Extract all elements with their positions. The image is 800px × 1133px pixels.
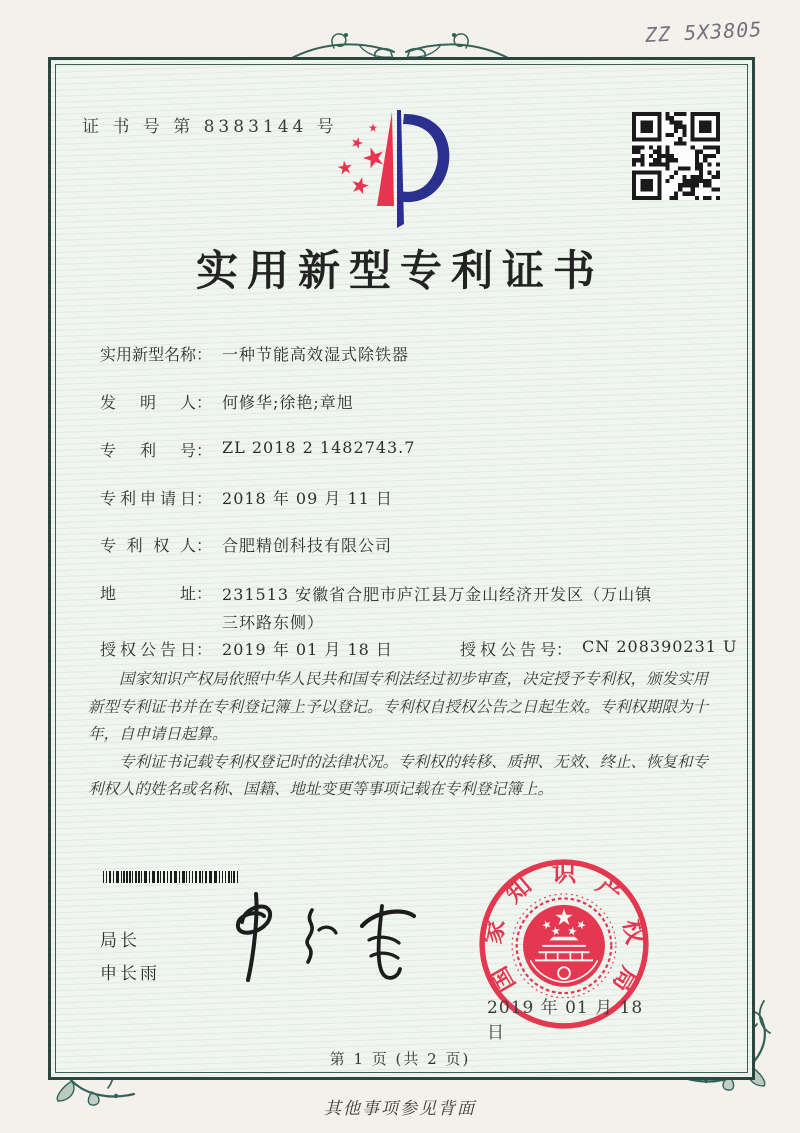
barcode-bar [109, 871, 111, 883]
barcode-bar [126, 871, 128, 883]
barcode-bar [103, 871, 104, 883]
field-row-filing-date [100, 486, 393, 509]
barcode-bar [132, 871, 133, 883]
seal-char: 权 [617, 916, 651, 947]
barcode-bar [202, 871, 203, 883]
barcode-bar [199, 871, 201, 883]
barcode-bar [135, 871, 137, 883]
field-colon: ： [196, 584, 213, 603]
field-label: 专利号 [100, 441, 196, 460]
signer-block [100, 925, 160, 991]
seal-date: 2019 年 01 月 18 日 [487, 998, 644, 1043]
barcode-bar [106, 871, 107, 883]
seal-char: 国 [483, 961, 521, 998]
field-row-patentee [100, 533, 392, 556]
barcode-bar [205, 871, 207, 883]
page-number: 第 1 页 (共 2 页) [329, 1050, 471, 1068]
barcode-bar [123, 871, 125, 883]
field-value: 231513 安徽省合肥市庐江县万金山经济开发区（万山镇三环路东侧） [222, 585, 653, 632]
field-row-patent-number [100, 438, 415, 461]
barcode-bar [144, 871, 147, 883]
seal-char: 识 [551, 858, 577, 888]
barcode-bar [170, 871, 172, 883]
field-row-grant-date [100, 637, 738, 660]
field-label: 专利权人 [100, 536, 196, 555]
field-label: 地址 [100, 584, 196, 603]
qr-code [632, 112, 720, 200]
barcode-bar [113, 871, 114, 883]
field-value: 合肥精创科技有限公司 [222, 536, 393, 555]
barcode-bar [182, 871, 185, 883]
legal-paragraph-2: 专利证书记载专利权登记时的法律状况。专利权的转移、质押、无效、终止、恢复和专利权人的姓名或名称、国籍、地址变更等事项记载在专利登记簿上。 [88, 752, 709, 798]
barcode-bar [152, 871, 155, 883]
seal-char: 产 [591, 870, 629, 909]
field-value: 一种节能高效湿式除铁器 [222, 345, 410, 364]
barcode-bar [160, 871, 161, 883]
barcode-bar [167, 871, 168, 883]
field-colon: ： [556, 640, 573, 659]
national-emblem-icon [512, 894, 616, 998]
field-colon: ： [196, 640, 213, 659]
legal-paragraph-1: 国家知识产权局依照中华人民共和国专利法经过初步审查，决定授予专利权，颁发实用新型专利证书并在专利登记簿上予以登记。专利权自授权公告之日起生效。专利权期限为十年，自申请日起算。 [88, 670, 709, 743]
seal-char: 局 [607, 961, 645, 998]
field-value: ZL 2018 2 1482743.7 [222, 438, 416, 457]
field-label: 专利申请日 [100, 489, 196, 508]
field-value: CN 208390231 U [582, 637, 738, 656]
field-value: 2018 年 09 月 11 日 [222, 489, 393, 508]
legal-text [88, 666, 712, 804]
field-label: 实用新型名称 [100, 345, 197, 364]
handwritten-annotation: ZZ 5X3805 [644, 16, 763, 48]
barcode-bar [179, 871, 180, 883]
field-row-name [100, 342, 409, 365]
field-colon: ： [196, 393, 213, 412]
field-label: 发明人 [100, 393, 196, 412]
cnipa-logo-icon [330, 106, 480, 241]
barcode-bar [129, 871, 131, 883]
seal-char: 知 [499, 870, 537, 909]
field-colon: ： [196, 345, 213, 364]
barcode-bar [121, 871, 122, 883]
barcode-bar [186, 871, 187, 883]
field-colon: ： [196, 489, 213, 508]
commissioner-signature [212, 882, 442, 994]
barcode-bar [163, 871, 165, 883]
barcode-bar [138, 871, 140, 883]
field-row-address [100, 581, 654, 637]
barcode-bar [149, 871, 150, 883]
barcode-bar [157, 871, 159, 883]
field-label: 授权公告日 [100, 640, 196, 659]
barcode-bar [195, 871, 197, 883]
certificate-number: 证 书 号 第 8383144 号 [82, 117, 338, 137]
see-back-note: 其他事项参见背面 [324, 1099, 476, 1119]
field-colon: ： [196, 441, 213, 460]
field-value: 2019 年 01 月 18 日 [222, 640, 393, 659]
barcode-bar [189, 871, 190, 883]
signer-title: 局长 [100, 931, 140, 951]
seal-char: 家 [477, 916, 511, 947]
signer-name: 申长雨 [100, 964, 160, 984]
field-value: 何修华;徐艳;章旭 [222, 393, 354, 412]
field-label: 授权公告号 [460, 640, 556, 659]
barcode-bar [174, 871, 177, 883]
barcode-bar [192, 871, 193, 883]
field-grant-number [460, 637, 738, 660]
field-row-inventors [100, 390, 354, 413]
certificate-title: 实用新型专利证书 [195, 246, 604, 295]
barcode-bar [116, 871, 119, 883]
barcode-bar [141, 871, 142, 883]
field-colon: ： [196, 536, 213, 555]
